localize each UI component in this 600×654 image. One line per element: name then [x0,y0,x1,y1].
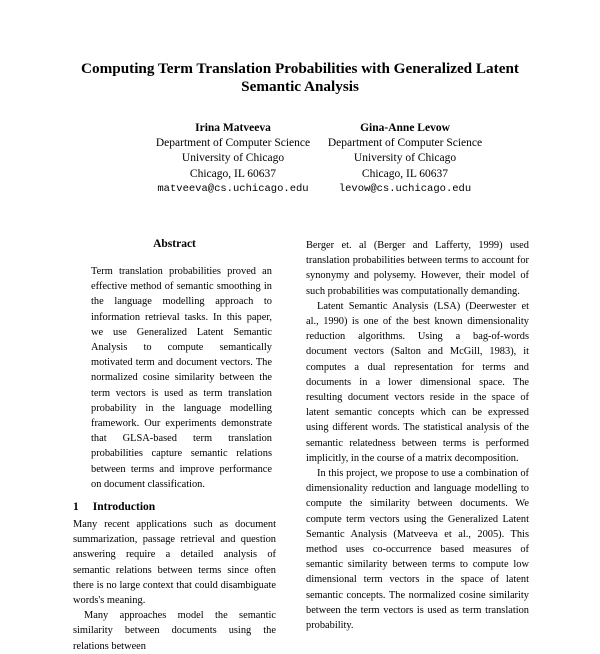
section-title: Introduction [92,501,156,514]
author-city: Chicago, IL 60637 [189,167,277,180]
author-email: levow@cs.uchicago.edu [338,182,472,195]
author-university: University of Chicago [353,152,457,165]
title-line-2: Semantic Analysis [241,78,359,95]
section-heading-introduction [73,501,276,513]
body-paragraph-2: Latent Semantic Analysis (LSA) (Deerwester et al., 1990) is one of the best known dimensionality reduction algorithms. Using a bag-of-words document vectors (Salton and McGill, 1983), it computes a dual representation for terms and documents in a lower dimensional space. The resulting document vectors reside in the space of latent semantic concepts which can be expressed using different words. The statistical analysis of the semantic relatedness between terms is performed implicitly, in the course of a matrix decomposition. [306,300,529,464]
author-university: University of Chicago [181,152,285,165]
author-block-2 [290,121,520,197]
intro-paragraph-1: Many recent applications such as document summarization, passage retrieval and question answering require a detailed analysis of semantic relations between terms since often there is no large context that could disambiguate words's meaning. [73,519,276,607]
body-paragraph-3: In this project, we propose to use a combination of dimensionality reduction and language modelling to compute the similarity between documents. We compute term vectors using the Generalized Latent Semantic Analysis (Matveeva et al., 2005). This method uses co-occurrence based measures of semantic similarity between terms to compute low dimensional term vectors in the space of latent semantic concepts. The normalized cosine similarity between the term vectors is used as term translation probability. [306,468,529,632]
body-paragraph-1: Berger et. al (Berger and Lafferty, 1999) used translation probabilities between terms to account for synonymy and polysemy. However, their model of such probabilities was computationally demanding. [306,240,529,297]
abstract-text: Term translation probabilities proved an effective method of semantic smoothing in the language modelling approach to information retrieval tasks. In this paper, we use Generalized Latent Semantic Analysis to compute semantically motivated term and document vectors. The normalized cosine similarity between the term vectors is used as term translation probability in the language modelling framework. Our experiments demonstrate that GLSA-based term translation probabilities capture semantic relations between terms and improve performance on document classification. [91,266,272,490]
section-number: 1 [73,501,79,514]
author-department: Department of Computer Science [327,137,483,150]
intro-paragraph-2: Many approaches model the semantic similarity between documents using the relations between [73,610,276,652]
author-email: matveeva@cs.uchicago.edu [157,182,309,195]
author-department: Department of Computer Science [155,137,311,150]
author-city: Chicago, IL 60637 [361,167,449,180]
paper-title [50,60,550,96]
author-name: Irina Matveeva [195,122,271,134]
left-column [73,238,276,654]
title-line-1: Computing Term Translation Probabilities with Generalized Latent [81,60,519,77]
author-name: Gina-Anne Levow [360,122,450,134]
right-column [306,238,529,633]
abstract-heading: Abstract [153,238,196,250]
